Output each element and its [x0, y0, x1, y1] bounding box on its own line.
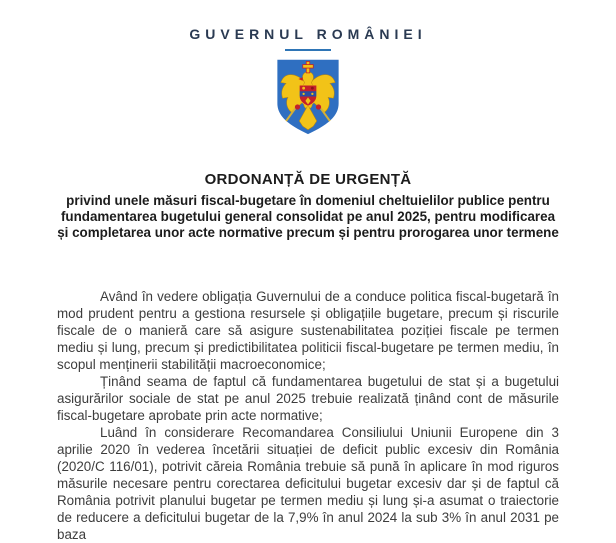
coat-of-arms-container — [0, 56, 616, 142]
header-underline — [285, 49, 331, 51]
body-paragraph-1: Având în vedere obligația Guvernului de a conduce politica fiscal-bugetară în mod prudent pentru a gestiona resursele și obligațiile bugetare, precum și riscurile fiscale de o manieră care să asigure sustenabilitatea poziției fiscale pe termen mediu și lung, precum și predictibilitatea politicii fiscal-bugetare pe termen mediu, în scopul menținerii stabilității macroeconomice; — [57, 289, 559, 372]
document-body — [0, 288, 616, 543]
body-paragraph-2: Ținând seama de faptul că fundamentarea bugetului de stat și a bugetului asigurărilor sociale de stat pe anul 2025 trebuie realizată ținând cont de măsurile fiscal-bugetare aprobate prin acte normative; — [57, 374, 559, 423]
ordinance-subtitle: privind unele măsuri fiscal-bugetare în domeniul cheltuielilor publice pentru fundamentarea bugetului general consolidat pe anul 2025, pentru modificarea și completarea unor acte normative precum și pentru prorogarea unor termene — [57, 193, 559, 240]
romania-coat-of-arms-icon — [273, 56, 343, 142]
ordinance-title: ORDONANȚĂ DE URGENȚĂ — [204, 171, 412, 188]
body-paragraph-3: Luând în considerare Recomandarea Consiliului Uniunii Europene din 3 aprilie 2020 în vederea încetării situației de deficit public excesiv din România (2020/C 116/01), potrivit căreia România trebuie să pună în aplicare în mod riguros măsurile necesare pentru corectarea deficitului bugetar excesiv dar și de faptul că România potrivit planului bugetar pe termen mediu și lung și-a asumat o traiectorie de reducere a deficitului bugetar de la 7,9% în anul 2024 la sub 3% în anul 2031 pe baza — [57, 425, 559, 542]
government-header — [0, 0, 616, 51]
government-title: GUVERNUL ROMÂNIEI — [189, 26, 427, 42]
